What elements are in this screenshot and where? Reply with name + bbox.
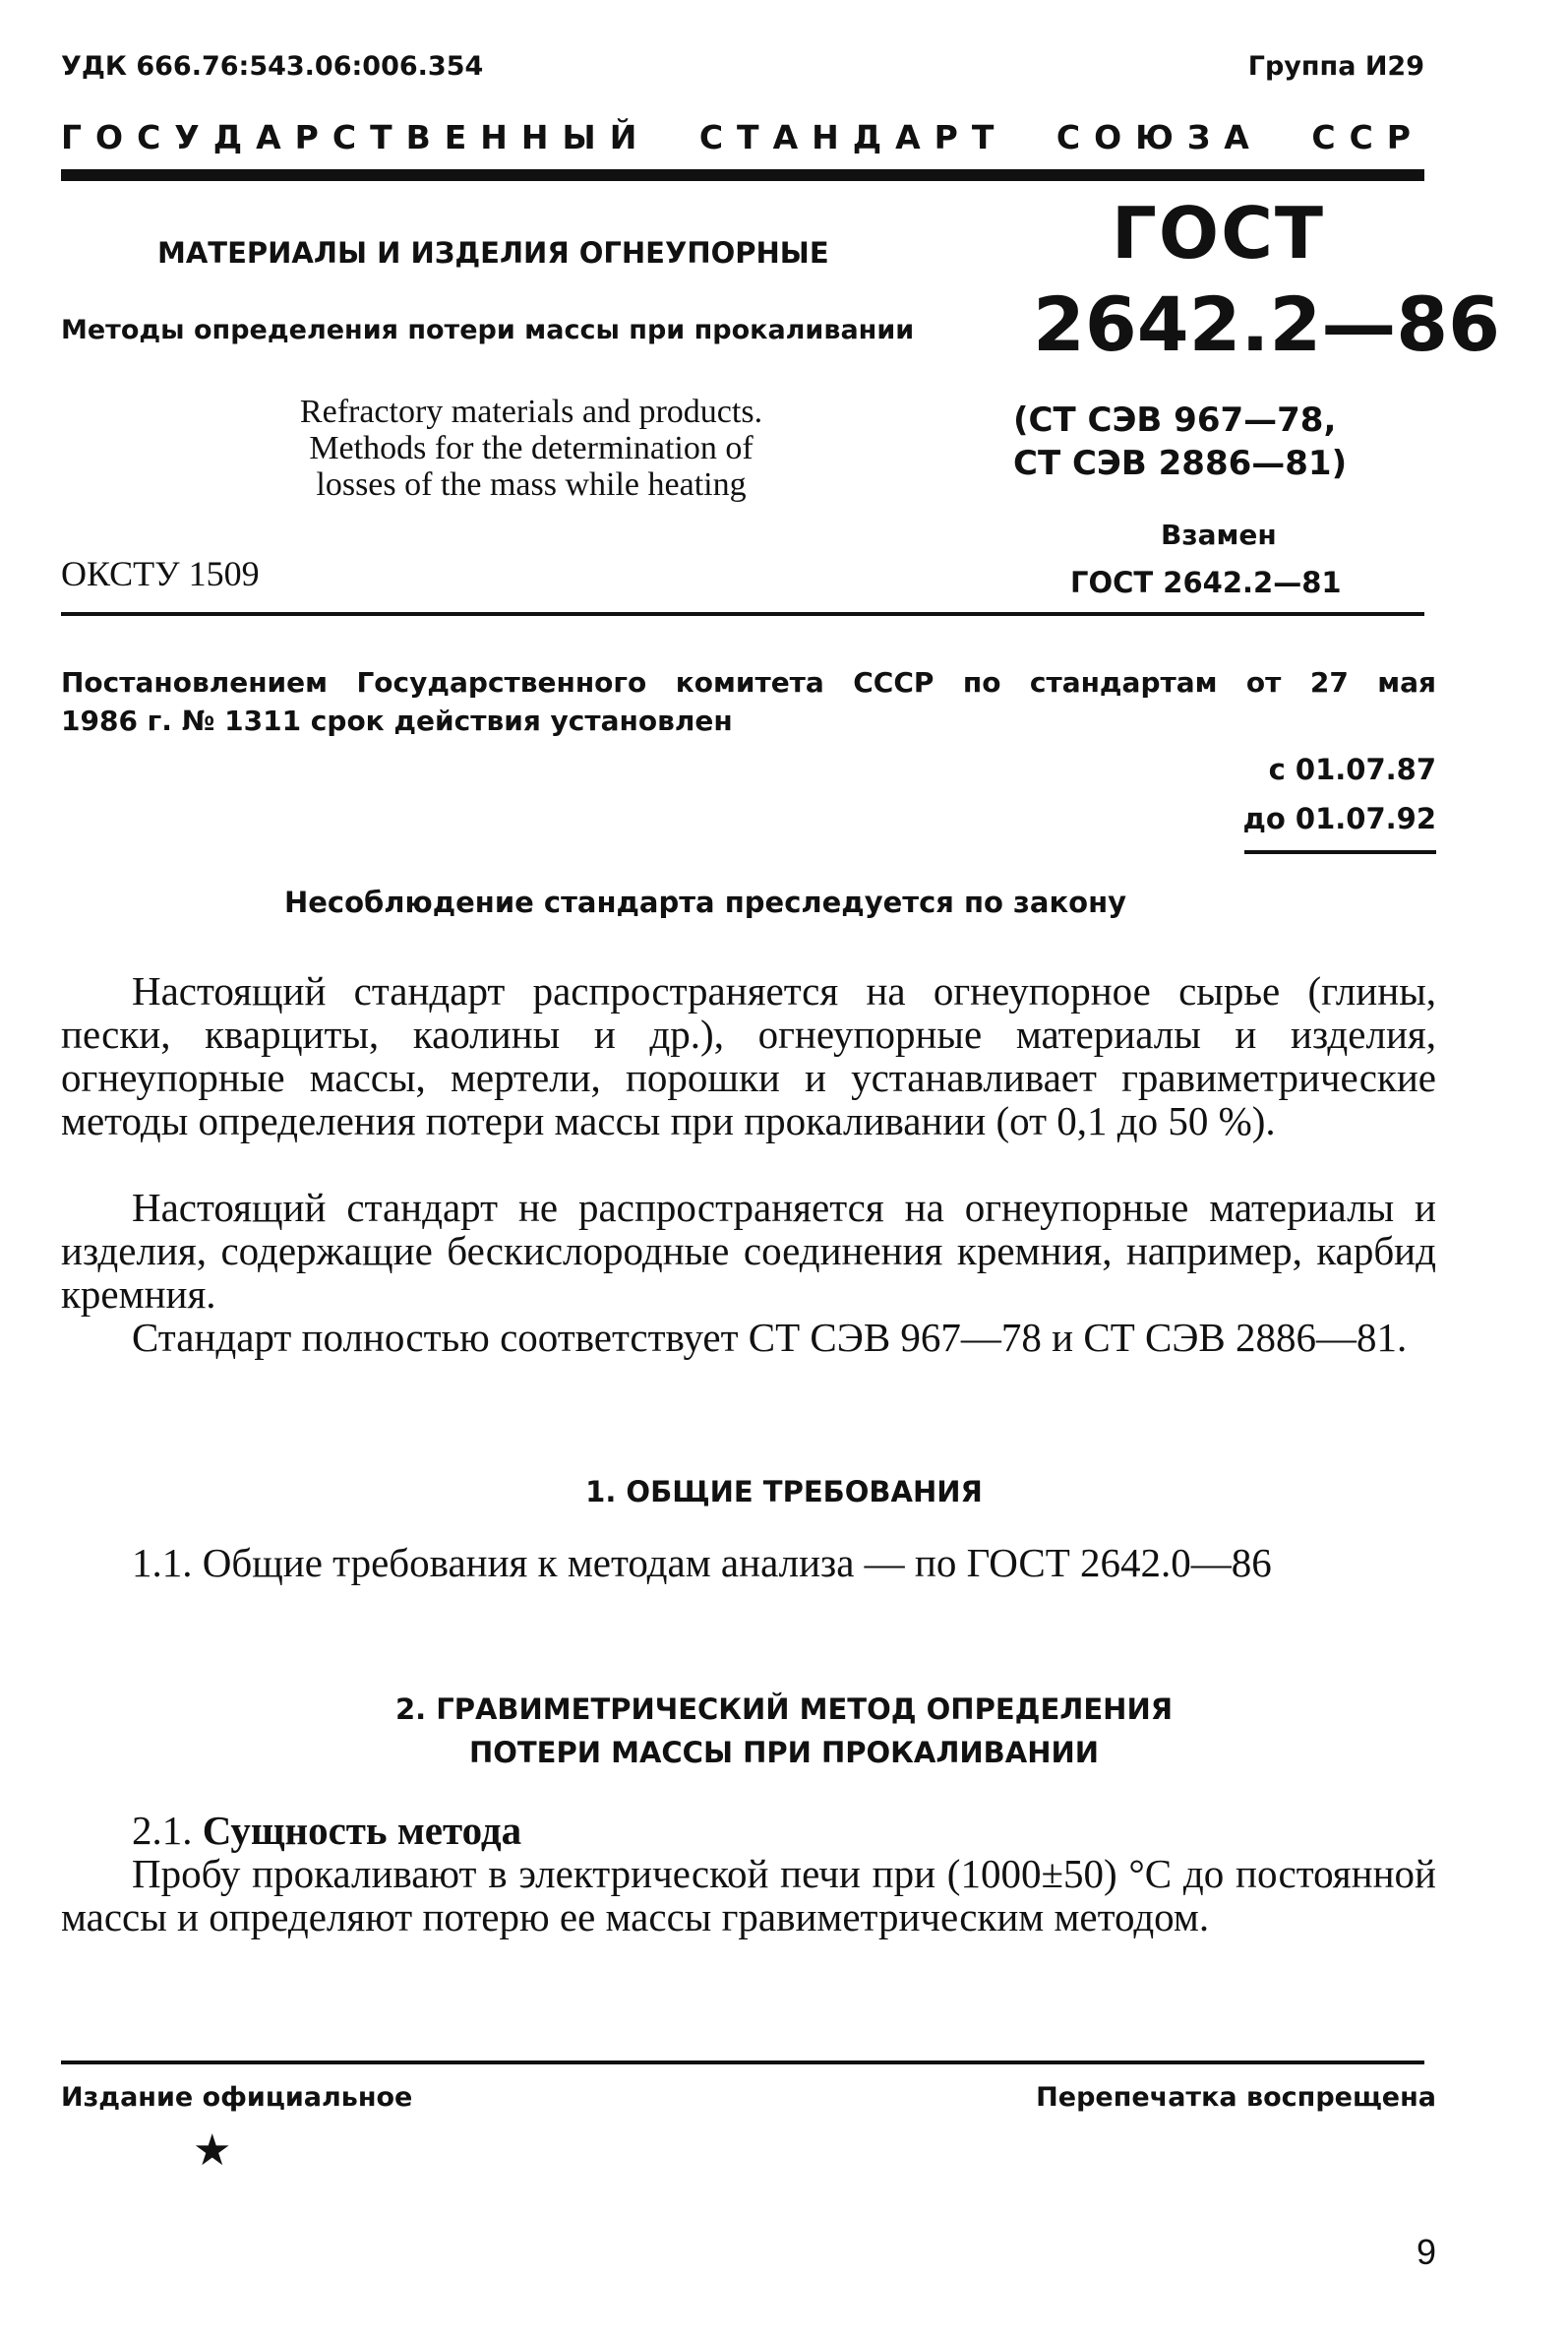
footer-rule	[61, 2060, 1424, 2064]
banner-word: СОЮЗА	[1055, 118, 1263, 156]
english-title-line: losses of the mass while heating	[316, 466, 747, 503]
gost-label: ГОСТ	[1112, 192, 1326, 275]
sev-ref-line: СТ СЭВ 2886—81)	[1013, 444, 1348, 483]
intro-paragraph-2: Настоящий стандарт не распространяется на огнеупорные материалы и изделия, содержащие бескислородные соединения кремния, например, карбид кремния.	[61, 1185, 1436, 1317]
section-1-title: 1. ОБЩИЕ ТРЕБОВАНИЯ	[585, 1475, 983, 1508]
decree-line-1: Постановлением Государственного комитета СССР по стандартам от 27 мая	[61, 666, 1436, 699]
udk-code: УДК 666.76:543.06:006.354	[61, 51, 484, 82]
law-notice: Несоблюдение стандарта преследуется по закону	[283, 886, 1127, 919]
sev-ref-line: (СТ СЭВ 967—78,	[1013, 400, 1337, 440]
star-icon: ★	[193, 2125, 232, 2176]
edition-note: Издание официальное	[61, 2082, 413, 2113]
gost-number: 2642.2—86	[1033, 280, 1501, 368]
group-code: Группа И29	[1247, 51, 1424, 82]
document-subtitle: Методы определения потери массы при прокаливании	[61, 315, 915, 345]
reprint-note: Перепечатка воспрещена	[1036, 2082, 1436, 2113]
subsection-title: Сущность метода	[202, 1808, 522, 1853]
banner-word: ССР	[1311, 118, 1424, 156]
english-title	[226, 394, 836, 503]
banner-word: СТАНДАРТ	[698, 118, 1008, 156]
sev-references	[1013, 399, 1347, 485]
title-rule	[61, 612, 1424, 616]
section-2-title-line-1: 2. ГРАВИМЕТРИЧЕСКИЙ МЕТОД ОПРЕДЕЛЕНИЯ	[394, 1692, 1174, 1726]
state-standard-banner	[61, 118, 1424, 156]
intro-paragraph-3: Стандарт полностью соответствует СТ СЭВ 967—78 и СТ СЭВ 2886—81.	[132, 1315, 1408, 1360]
section-1-paragraph: 1.1. Общие требования к методам анализа — по ГОСТ 2642.0—86	[132, 1540, 1272, 1585]
subsection-number: 2.1.	[132, 1808, 193, 1853]
banner-word: ГОСУДАРСТВЕННЫЙ	[61, 118, 651, 156]
section-2-title-line-2: ПОТЕРИ МАССЫ ПРИ ПРОКАЛИВАНИИ	[468, 1736, 1100, 1769]
document-title: МАТЕРИАЛЫ И ИЗДЕЛИЯ ОГНЕУПОРНЫЕ	[157, 236, 829, 270]
okstu-code: ОКСТУ 1509	[61, 554, 260, 593]
valid-to: до 01.07.92	[1242, 802, 1436, 835]
replaces-label: Взамен	[1161, 519, 1277, 551]
replaced-standard: ГОСТ 2642.2—81	[1070, 566, 1342, 599]
english-title-line: Refractory materials and products.	[299, 394, 763, 430]
subsection-2-1-heading	[61, 1809, 1436, 1852]
english-title-line: Methods for the determination of	[309, 430, 754, 466]
validity-underline	[1244, 850, 1436, 854]
header-rule	[61, 169, 1424, 181]
page-number: 9	[1416, 2232, 1436, 2272]
decree-line-2: 1986 г. № 1311 срок действия установлен	[61, 705, 733, 737]
section-2-paragraph: Пробу прокаливают в электрической печи при (1000±50) °С до постоянной массы и определяют потерю ее массы гравиметрическим методом.	[61, 1851, 1436, 1939]
intro-paragraph-1: Настоящий стандарт распространяется на огнеупорное сырье (глины, пески, кварциты, каолины и др.), огнеупорные материалы и изделия, огнеупорные массы, мертели, порошки и устанавливает гравиметрические методы определения потери массы при прокаливании (от 0,1 до 50 %).	[61, 968, 1436, 1143]
valid-from: с 01.07.87	[1268, 753, 1436, 786]
